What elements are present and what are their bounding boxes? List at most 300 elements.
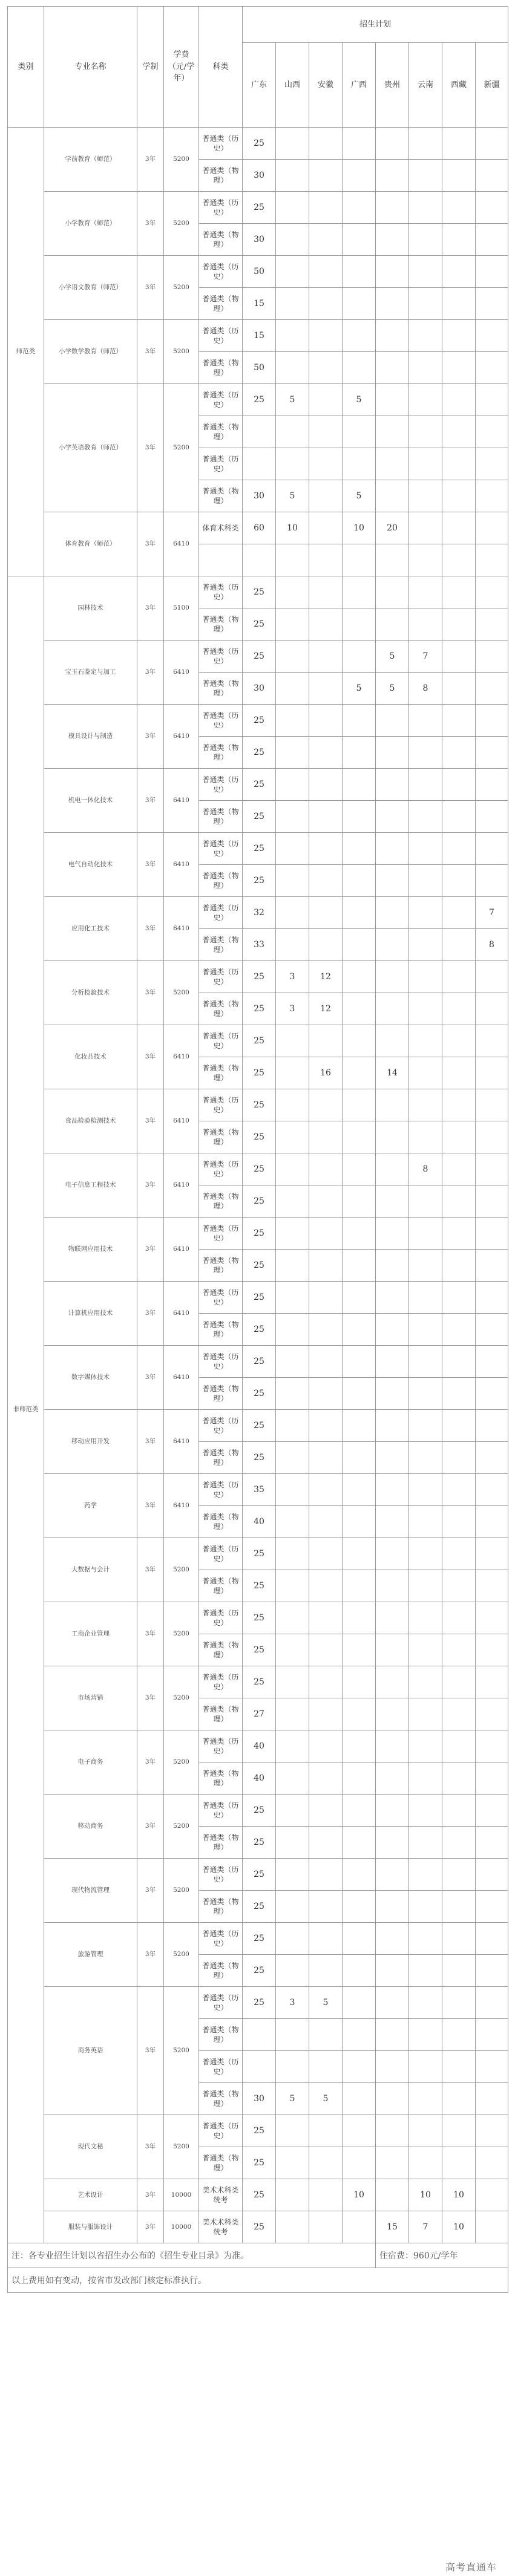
plan-count-8-6 [442, 384, 476, 416]
plan-count-8-5 [409, 1827, 442, 1859]
plan-count-8-6 [442, 1378, 476, 1410]
plan-count-8-4 [376, 1250, 409, 1282]
table-row [8, 1795, 508, 1827]
major-duration: 3年 [137, 1218, 164, 1282]
plan-count-8-1 [276, 1859, 309, 1891]
table-row [8, 1987, 508, 2019]
plan-count-8-5 [409, 865, 442, 897]
plan-count-8-1 [276, 1282, 309, 1314]
plan-count-8-7 [476, 576, 508, 608]
plan-count-8-7 [476, 512, 508, 544]
plan-count-8-6 [442, 1474, 476, 1506]
plan-count-8-3 [343, 1121, 376, 1153]
plan-count-8-3 [343, 897, 376, 929]
plan-count-8-2 [309, 352, 343, 384]
major-duration: 3年 [137, 128, 164, 192]
plan-count-8-2 [309, 705, 343, 737]
plan-count-8-5 [409, 1378, 442, 1410]
plan-count-8-5: 8 [409, 673, 442, 705]
plan-count-8-4 [376, 865, 409, 897]
plan-count-8-6 [442, 192, 476, 224]
major-fee: 6410 [164, 1153, 199, 1218]
subject-cell: 美术术科类统考 [199, 2211, 243, 2243]
major-duration: 3年 [137, 512, 164, 576]
plan-count-8-0: 25 [243, 1057, 276, 1089]
plan-count-8-0: 25 [243, 384, 276, 416]
plan-count-8-5 [409, 1634, 442, 1666]
plan-count-8-6 [442, 2115, 476, 2147]
footer-note-2: 以上费用如有变动，按省市发改部门核定标准执行。 [8, 2268, 508, 2293]
plan-count-8-0: 32 [243, 897, 276, 929]
plan-count-8-0: 25 [243, 801, 276, 833]
major-name: 旅游管理 [44, 1923, 137, 1987]
major-fee: 6410 [164, 1089, 199, 1153]
plan-count-8-3 [343, 608, 376, 641]
major-duration: 3年 [137, 1987, 164, 2115]
table-body [8, 128, 508, 2243]
plan-count-8-1 [276, 865, 309, 897]
plan-count-8-7 [476, 801, 508, 833]
plan-count-8-3 [343, 1089, 376, 1121]
major-fee: 5200 [164, 1538, 199, 1602]
plan-count-8-2: 16 [309, 1057, 343, 1089]
table-row [8, 769, 508, 801]
subject-cell: 普通类（历史） [199, 833, 243, 865]
plan-count-8-5 [409, 1795, 442, 1827]
plan-count-8-4 [376, 1506, 409, 1538]
plan-count-8-1 [276, 1057, 309, 1089]
plan-count-8-1 [276, 352, 309, 384]
plan-count-8-5 [409, 1602, 442, 1634]
plan-count-8-2 [309, 1891, 343, 1923]
subject-cell: 普通类（物理） [199, 1506, 243, 1538]
plan-count-8-7 [476, 2019, 508, 2051]
table-row [8, 256, 508, 288]
subject-cell: 普通类（物理） [199, 1634, 243, 1666]
subject-cell: 普通类（历史） [199, 448, 243, 480]
plan-count-8-6 [442, 1025, 476, 1057]
plan-count-8-4 [376, 288, 409, 320]
plan-count-8-2 [309, 641, 343, 673]
subject-cell: 普通类（物理） [199, 929, 243, 961]
plan-count-8-2 [309, 673, 343, 705]
plan-count-8-3 [343, 1570, 376, 1602]
plan-count-8-7 [476, 192, 508, 224]
plan-count-8-0: 50 [243, 256, 276, 288]
plan-count-8-0: 40 [243, 1762, 276, 1795]
plan-count-8-1: 10 [276, 512, 309, 544]
subject-cell: 普通类（物理） [199, 2147, 243, 2179]
plan-count-8-0: 25 [243, 1153, 276, 1185]
plan-count-8-6 [442, 448, 476, 480]
plan-count-8-3: 10 [343, 512, 376, 544]
plan-count-8-7 [476, 1089, 508, 1121]
plan-count-8-3 [343, 1218, 376, 1250]
major-name: 电气自动化技术 [44, 833, 137, 897]
plan-count-8-5 [409, 1089, 442, 1121]
plan-count-8-0: 25 [243, 192, 276, 224]
header-fee-unit: （元/学年） [168, 62, 195, 83]
plan-count-8-5 [409, 1538, 442, 1570]
plan-count-8-2 [309, 1025, 343, 1057]
plan-count-8-5 [409, 1346, 442, 1378]
plan-count-8-7 [476, 737, 508, 769]
plan-count-8-7 [476, 2211, 508, 2243]
plan-count-8-5 [409, 1987, 442, 2019]
major-name: 服装与服饰设计 [44, 2211, 137, 2243]
table-row [8, 1089, 508, 1121]
plan-count-8-3 [343, 1025, 376, 1057]
table-row [8, 1282, 508, 1314]
plan-count-8-4: 20 [376, 512, 409, 544]
plan-count-8-5 [409, 352, 442, 384]
plan-count-8-5 [409, 769, 442, 801]
plan-count-8-4 [376, 1153, 409, 1185]
subject-cell: 普通类（历史） [199, 1089, 243, 1121]
major-fee: 10000 [164, 2179, 199, 2211]
plan-count-8-4 [376, 1955, 409, 1987]
subject-cell: 普通类（历史） [199, 1795, 243, 1827]
plan-count-8-6 [442, 2147, 476, 2179]
subject-cell: 普通类（历史） [199, 384, 243, 416]
header-duration: 学制 [137, 7, 164, 128]
plan-count-8-2 [309, 416, 343, 448]
plan-count-8-4 [376, 1218, 409, 1250]
plan-count-8-3 [343, 128, 376, 160]
subject-cell: 普通类（历史） [199, 705, 243, 737]
plan-count-8-2: 12 [309, 961, 343, 993]
plan-count-8-4 [376, 1923, 409, 1955]
plan-count-8-5 [409, 2051, 442, 2083]
major-fee: 5200 [164, 256, 199, 320]
plan-count-8-1 [276, 897, 309, 929]
table-row [8, 961, 508, 993]
plan-count-8-5 [409, 1730, 442, 1762]
plan-count-8-4 [376, 801, 409, 833]
major-fee: 6410 [164, 1410, 199, 1474]
plan-count-8-0 [243, 448, 276, 480]
plan-count-8-7 [476, 544, 508, 576]
plan-count-8-4 [376, 1634, 409, 1666]
plan-count-8-5 [409, 1762, 442, 1795]
category-cell: 非师范类 [8, 576, 44, 2243]
plan-count-8-0: 25 [243, 833, 276, 865]
plan-count-8-2 [309, 1827, 343, 1859]
plan-count-8-1 [276, 2051, 309, 2083]
plan-count-8-3 [343, 2019, 376, 2051]
major-duration: 3年 [137, 1666, 164, 1730]
plan-count-8-4 [376, 705, 409, 737]
plan-count-8-0: 25 [243, 1442, 276, 1474]
plan-count-8-4 [376, 1987, 409, 2019]
plan-count-8-6 [442, 224, 476, 256]
plan-count-8-0: 25 [243, 1410, 276, 1442]
plan-count-8-2 [309, 1506, 343, 1538]
plan-count-8-3 [343, 737, 376, 769]
plan-count-8-3 [343, 2115, 376, 2147]
plan-count-8-5 [409, 192, 442, 224]
plan-count-8-4 [376, 897, 409, 929]
header-fee-title: 学费 [173, 50, 189, 60]
major-name: 物联网应用技术 [44, 1218, 137, 1282]
plan-count-8-1 [276, 1730, 309, 1762]
subject-cell: 美术术科类统考 [199, 2179, 243, 2211]
enrollment-plan-table [7, 6, 508, 2293]
plan-count-8-3 [343, 2051, 376, 2083]
plan-count-8-5 [409, 1666, 442, 1698]
header-province: 安徽 [309, 43, 343, 128]
plan-count-8-5 [409, 320, 442, 352]
subject-cell: 普通类（物理） [199, 1057, 243, 1089]
plan-count-8-6 [442, 2019, 476, 2051]
major-name: 模具设计与制造 [44, 705, 137, 769]
plan-count-8-3: 5 [343, 673, 376, 705]
plan-count-8-5 [409, 961, 442, 993]
plan-count-8-5 [409, 384, 442, 416]
header-subject: 科类 [199, 7, 243, 128]
plan-count-8-7 [476, 1987, 508, 2019]
plan-count-8-6 [442, 480, 476, 512]
table-row [8, 833, 508, 865]
major-fee: 5200 [164, 1602, 199, 1666]
plan-count-8-4 [376, 576, 409, 608]
plan-count-8-5 [409, 1955, 442, 1987]
major-name: 宝玉石鉴定与加工 [44, 641, 137, 705]
major-name: 工商企业管理 [44, 1602, 137, 1666]
plan-count-8-3 [343, 224, 376, 256]
plan-count-8-4 [376, 1795, 409, 1827]
plan-count-8-1 [276, 2019, 309, 2051]
plan-count-8-2 [309, 865, 343, 897]
plan-count-8-2 [309, 1378, 343, 1410]
plan-count-8-0: 15 [243, 288, 276, 320]
plan-count-8-4 [376, 2051, 409, 2083]
table-row [8, 1474, 508, 1506]
major-duration: 3年 [137, 1346, 164, 1410]
major-name: 市场营销 [44, 1666, 137, 1730]
major-duration: 3年 [137, 705, 164, 769]
plan-count-8-7 [476, 1602, 508, 1634]
major-duration: 3年 [137, 192, 164, 256]
plan-count-8-2 [309, 384, 343, 416]
subject-cell: 普通类（历史） [199, 769, 243, 801]
plan-count-8-2 [309, 1923, 343, 1955]
plan-count-8-2 [309, 288, 343, 320]
header-major: 专业名称 [44, 7, 137, 128]
plan-count-8-6: 10 [442, 2179, 476, 2211]
plan-count-8-1 [276, 1795, 309, 1827]
plan-count-8-3 [343, 1955, 376, 1987]
plan-count-8-1 [276, 224, 309, 256]
plan-count-8-3 [343, 1666, 376, 1698]
major-duration: 3年 [137, 833, 164, 897]
plan-count-8-1 [276, 128, 309, 160]
plan-count-8-0: 25 [243, 1346, 276, 1378]
plan-count-8-7 [476, 2147, 508, 2179]
plan-count-8-6 [442, 1923, 476, 1955]
plan-count-8-4 [376, 1314, 409, 1346]
plan-count-8-5: 7 [409, 2211, 442, 2243]
plan-count-8-7 [476, 1153, 508, 1185]
plan-count-8-4 [376, 833, 409, 865]
subject-cell: 普通类（物理） [199, 416, 243, 448]
plan-count-8-6 [442, 2083, 476, 2115]
plan-count-8-5 [409, 1410, 442, 1442]
subject-cell: 普通类（物理） [199, 1185, 243, 1218]
plan-count-8-7 [476, 128, 508, 160]
plan-count-8-6 [442, 544, 476, 576]
plan-count-8-0: 30 [243, 673, 276, 705]
major-name: 体育教育（师范） [44, 512, 137, 576]
plan-count-8-1 [276, 1602, 309, 1634]
plan-count-8-1 [276, 929, 309, 961]
subject-cell: 普通类（物理） [199, 608, 243, 641]
table-row [8, 2179, 508, 2211]
plan-count-8-7 [476, 1795, 508, 1827]
plan-count-8-4 [376, 1185, 409, 1218]
plan-count-8-6 [442, 1955, 476, 1987]
plan-count-8-2 [309, 320, 343, 352]
plan-count-8-3 [343, 160, 376, 192]
plan-count-8-7 [476, 480, 508, 512]
plan-count-8-3 [343, 1506, 376, 1538]
plan-count-8-2 [309, 1314, 343, 1346]
plan-count-8-7 [476, 961, 508, 993]
plan-count-8-7 [476, 1666, 508, 1698]
plan-count-8-1 [276, 448, 309, 480]
table-row [8, 897, 508, 929]
major-name: 电子信息工程技术 [44, 1153, 137, 1218]
plan-count-8-1 [276, 1506, 309, 1538]
plan-count-8-0: 25 [243, 2115, 276, 2147]
plan-count-8-7 [476, 1121, 508, 1153]
subject-cell: 普通类（历史） [199, 2051, 243, 2083]
plan-count-8-3 [343, 801, 376, 833]
plan-count-8-3 [343, 929, 376, 961]
subject-cell: 普通类（历史） [199, 1730, 243, 1762]
plan-count-8-3 [343, 288, 376, 320]
plan-count-8-1 [276, 801, 309, 833]
plan-count-8-7 [476, 1218, 508, 1250]
plan-count-8-6 [442, 865, 476, 897]
plan-count-8-7 [476, 1891, 508, 1923]
plan-count-8-3 [343, 641, 376, 673]
major-name: 小学英语教育（师范） [44, 384, 137, 512]
subject-cell: 普通类（历史） [199, 897, 243, 929]
subject-cell: 普通类（历史） [199, 1859, 243, 1891]
plan-count-8-4: 15 [376, 2211, 409, 2243]
plan-count-8-0: 25 [243, 641, 276, 673]
plan-count-8-0: 25 [243, 1827, 276, 1859]
plan-count-8-4 [376, 384, 409, 416]
plan-count-8-2 [309, 1218, 343, 1250]
plan-count-8-1 [276, 2147, 309, 2179]
header-category: 类别 [8, 7, 44, 128]
major-name: 小学数学教育（师范） [44, 320, 137, 384]
subject-cell: 普通类（历史） [199, 1666, 243, 1698]
subject-cell: 普通类（历史） [199, 1602, 243, 1634]
plan-count-8-6 [442, 1795, 476, 1827]
plan-count-8-0: 25 [243, 865, 276, 897]
plan-count-8-5 [409, 2115, 442, 2147]
major-fee: 6410 [164, 1218, 199, 1282]
plan-count-8-6 [442, 929, 476, 961]
plan-count-8-3 [343, 2211, 376, 2243]
major-name: 机电一体化技术 [44, 769, 137, 833]
header-province: 广东 [243, 43, 276, 128]
plan-count-8-7 [476, 256, 508, 288]
plan-count-8-6 [442, 1346, 476, 1378]
major-fee: 5200 [164, 1987, 199, 2115]
table-row [8, 1410, 508, 1442]
plan-count-8-2 [309, 1185, 343, 1218]
plan-count-8-4 [376, 544, 409, 576]
plan-count-8-1: 3 [276, 961, 309, 993]
plan-count-8-0: 25 [243, 1218, 276, 1250]
plan-count-8-4 [376, 1570, 409, 1602]
subject-cell: 普通类（物理） [199, 1442, 243, 1474]
major-fee: 6410 [164, 897, 199, 961]
plan-count-8-0: 25 [243, 1666, 276, 1698]
plan-count-8-3 [343, 1153, 376, 1185]
header-province: 广西 [343, 43, 376, 128]
plan-count-8-0 [243, 416, 276, 448]
header-province: 山西 [276, 43, 309, 128]
major-fee: 10000 [164, 2211, 199, 2243]
plan-count-8-3 [343, 1378, 376, 1410]
plan-count-8-5 [409, 576, 442, 608]
plan-count-8-1: 3 [276, 1987, 309, 2019]
major-name: 电子商务 [44, 1730, 137, 1795]
major-name: 现代文秘 [44, 2115, 137, 2179]
table-row [8, 1025, 508, 1057]
plan-count-8-2 [309, 1795, 343, 1827]
plan-count-8-2 [309, 2115, 343, 2147]
plan-count-8-7 [476, 1827, 508, 1859]
plan-count-8-3 [343, 1795, 376, 1827]
plan-count-8-0: 25 [243, 1859, 276, 1891]
plan-count-8-5 [409, 288, 442, 320]
major-duration: 3年 [137, 641, 164, 705]
plan-count-8-5 [409, 705, 442, 737]
plan-count-8-6 [442, 160, 476, 192]
plan-count-8-1 [276, 1121, 309, 1153]
header-plan: 招生计划 [243, 7, 508, 43]
plan-count-8-3 [343, 1346, 376, 1378]
plan-count-8-0: 25 [243, 993, 276, 1025]
plan-count-8-7 [476, 2179, 508, 2211]
plan-count-8-7 [476, 1762, 508, 1795]
plan-count-8-6 [442, 1185, 476, 1218]
major-name: 艺术设计 [44, 2179, 137, 2211]
plan-count-8-4 [376, 961, 409, 993]
plan-count-8-0: 40 [243, 1506, 276, 1538]
major-name: 药学 [44, 1474, 137, 1538]
plan-count-8-2 [309, 1346, 343, 1378]
plan-count-8-5 [409, 2083, 442, 2115]
plan-count-8-7 [476, 1185, 508, 1218]
plan-count-8-1 [276, 833, 309, 865]
plan-count-8-0: 25 [243, 1025, 276, 1057]
plan-count-8-2 [309, 769, 343, 801]
plan-count-8-6 [442, 801, 476, 833]
plan-count-8-7 [476, 224, 508, 256]
header-province: 云南 [409, 43, 442, 128]
plan-count-8-6 [442, 1410, 476, 1442]
plan-count-8-5 [409, 993, 442, 1025]
plan-count-8-2 [309, 1282, 343, 1314]
plan-count-8-4 [376, 1025, 409, 1057]
